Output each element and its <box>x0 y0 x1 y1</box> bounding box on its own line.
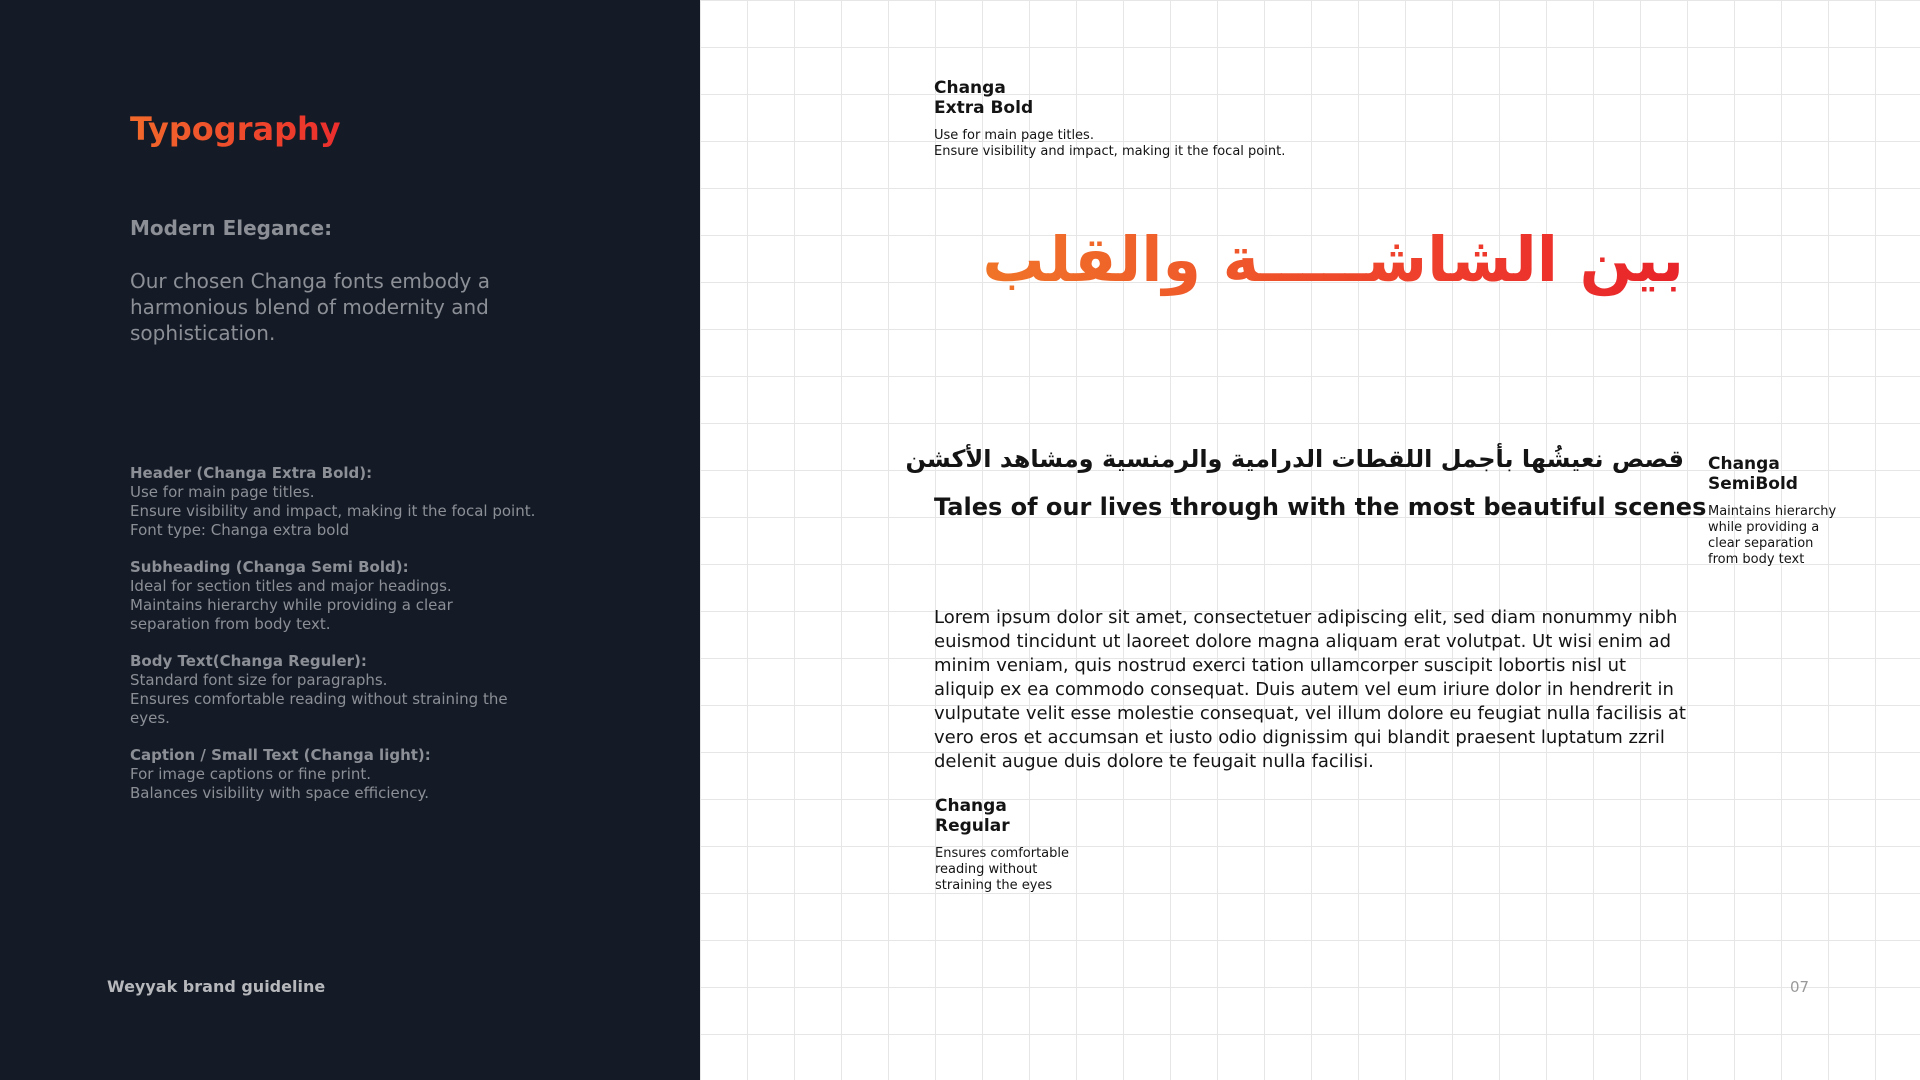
spec-line: Ensures comfortable reading without straining the <box>130 690 508 708</box>
font-spec-list <box>130 464 590 821</box>
semibold-label <box>1708 454 1836 568</box>
description-line: Use for main page titles. <box>934 128 1094 143</box>
description-line: Maintains hierarchy <box>1708 504 1837 519</box>
body-text-sample: Lorem ipsum dolor sit amet, consectetuer adipiscing elit, sed diam nonummy nibh euismod tincidunt ut laoreet dolore magna aliquam erat volutpat. Ut wisi enim ad minim veniam, quis nostrud exerci tation ullamcorper suscipit lobortis nisl ut aliquip ex ea commodo consequat. Duis autem vel eum iriure dolor in hendrerit in vulputate velit esse molestie consequat, vel illum dolore eu feugiat nulla facilisis at vero eros et accumsan et iusto odio dignissim qui blandit praesent luptatum zzril delenit augue duis dolore te feugait nulla facilisi. <box>934 607 1686 772</box>
spec-line: separation from body text. <box>130 615 331 633</box>
description-line: reading without <box>935 862 1038 877</box>
spec-header <box>130 464 590 540</box>
spec-heading: Body Text(Changa Reguler): <box>130 652 367 670</box>
spec-heading: Header (Changa Extra Bold): <box>130 464 373 482</box>
spec-line: Ideal for section titles and major headings. <box>130 577 452 595</box>
description-line: from body text <box>1708 552 1805 567</box>
page-number: 07 <box>1790 978 1810 996</box>
spec-line: Maintains hierarchy while providing a clear <box>130 596 453 614</box>
spec-line: Ensure visibility and impact, making it the focal point. <box>130 502 536 520</box>
font-weight-name: SemiBold <box>1708 474 1798 494</box>
spec-line: eyes. <box>130 709 170 727</box>
section-subtitle: Modern Elegance: <box>130 216 333 240</box>
spec-line: Font type: Changa extra bold <box>130 521 350 539</box>
description-line: Ensure visibility and impact, making it the focal point. <box>934 144 1286 159</box>
intro-paragraph: Our chosen Changa fonts embody a harmonious blend of modernity and sophistication. <box>130 269 490 345</box>
spec-line: For image captions or fine print. <box>130 765 372 783</box>
spec-line: Balances visibility with space efficiency. <box>130 784 429 802</box>
arabic-headline-sample: بين الشاشـــــة والقلب <box>934 210 1684 310</box>
spec-caption <box>130 746 590 803</box>
sidebar-panel <box>0 0 700 1080</box>
description-line: while providing a <box>1708 520 1820 535</box>
page-title: Typography <box>130 110 341 148</box>
font-usage-description <box>1708 504 1836 568</box>
spec-heading: Subheading (Changa Semi Bold): <box>130 558 409 576</box>
extra-bold-label <box>934 78 1285 160</box>
font-name: Changa <box>935 796 1007 816</box>
arabic-subheading-sample: قصص نعيشُها بأجمل اللقطات الدرامية والرمنسية ومشاهد الأكشن <box>905 445 1684 473</box>
spec-body-text <box>130 652 590 728</box>
spec-line: Standard font size for paragraphs. <box>130 671 388 689</box>
footer-brand-label: Weyyak brand guideline <box>107 977 326 996</box>
font-weight-name: Extra Bold <box>934 98 1034 118</box>
font-name: Changa <box>934 78 1006 98</box>
description-line: clear separation <box>1708 536 1814 551</box>
description-line: straining the eyes <box>935 878 1053 893</box>
font-usage-description <box>935 846 1069 894</box>
description-line: Ensures comfortable <box>935 846 1069 861</box>
font-usage-description <box>934 128 1285 160</box>
font-name: Changa <box>1708 454 1780 474</box>
spec-heading: Caption / Small Text (Changa light): <box>130 746 431 764</box>
regular-label <box>935 796 1069 894</box>
spec-line: Use for main page titles. <box>130 483 315 501</box>
english-subheading-sample: Tales of our lives through with the most beautiful scenes <box>934 493 1707 521</box>
spec-subheading <box>130 558 590 634</box>
font-weight-name: Regular <box>935 816 1010 836</box>
